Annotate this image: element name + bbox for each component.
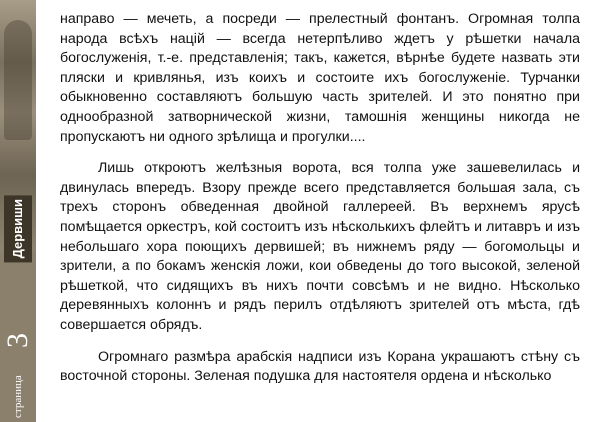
paragraph-3: Огромнаго размѣра арабскія надписи изъ Корана украшаютъ стѣну съ восточной стороны. Зеленая подушка для настоятеля ордена и нѣсколько: [60, 348, 580, 385]
paragraph-1: направо — мечеть, а посреди — прелестный фонтанъ. Огромная толпа народа всѣхъ націй — всегда нетерпѣливо ждетъ у рѣшетки начала богослуженія, т.-е. представленія; такъ, кажется, вѣрнѣе будете назвать эти пляски и кривлянья, изъ коихъ и состоите ихъ богослуженіе. Турчанки обыкновенно составляютъ большую часть зрителей. И это понятно при однообразной затворнической жизни, тамошнія женщины никогда не пропускаютъ ни одного зрѣлища и прогулки....: [60, 11, 580, 145]
page-number-text: 3: [1, 333, 34, 348]
paragraph-2: Лишь откроютъ желѣзныя ворота, вся толпа уже зашевелилась и двинулась впередъ. Взору прежде всего представляется большая зала, съ трехъ сторонъ обведенная двойной галлереей. Въ верхнемъ ярусѣ помѣщается оркестръ, кой состоитъ изъ нѣсколькихъ флейтъ и литавръ и изъ небольшаго хора поющихъ дервишей; въ нижнемъ ряду — богомольцы и зрители, а по бокамъ женскія ложи, кои обведены до того высокой, зеленой рѣшеткой, что сидящихъ въ нихъ почти совсѣмъ и не видно. Нѣсколько деревянныхъ колоннъ и рядъ перилъ отдѣляютъ зрителей отъ мѣста, гдѣ совершается обрядъ.: [60, 160, 580, 333]
document-body: [60, 10, 580, 399]
page-word-text: страница: [12, 375, 24, 418]
section-label-text: Дервиши: [4, 195, 32, 262]
sidebar: [0, 0, 36, 422]
